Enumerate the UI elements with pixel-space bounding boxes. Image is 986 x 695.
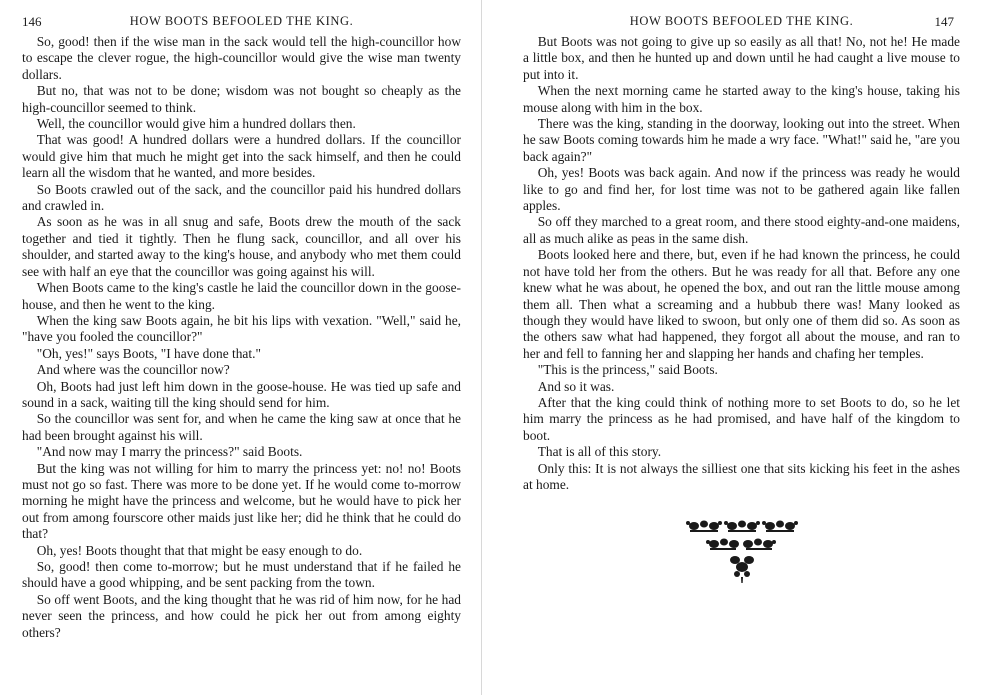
paragraph: Oh, yes! Boots thought that that might be easy enough to do. (36, 542, 363, 558)
paragraph: When the next morning came he started away to the king's house, taking his mouse along with him in the box. (523, 83, 960, 115)
paragraph: But no, that was not to be done; wisdom was not bought so cheaply as the high-councillor seemed to think. (22, 83, 461, 115)
paragraph: "This is the princess," said Boots. (537, 362, 718, 378)
right-page-number: 147 (934, 14, 954, 29)
paragraph: There was the king, standing in the doorway, looking out into the street. When he saw Boots coming towards him he made a wry face. "What!" said he, "are you back again?" (523, 116, 960, 164)
paragraph: But Boots was not going to give up so easily as all that! No, not he! He made a little box, and then he hunted up and down until he had caught a live mouse to put into it. (523, 34, 960, 82)
paragraph: That was good! A hundred dollars were a hundred dollars. If the councillor would give him that much he might get into the sack himself, and then he could learn all the wisdom that he wanted, and more besides. (22, 132, 461, 181)
paragraph: Boots looked here and there, but, even if he had known the princess, he could not have told her from the others. But he was ready for all that. Before any one knew what he was about, he opened the box, and out ran the little mouse among them all. Then what a screaming and a hubbub there was! Many looked as though they would have liked to swoon, but only one of them did so. As soon as the others saw what had happened, they forgot all about the mouse, and ran to her and fell to fanning her and slapping her hands and chafing her temples. (523, 247, 960, 361)
paragraph: So Boots crawled out of the sack, and the councillor paid his hundred dollars and crawled in. (22, 181, 461, 214)
floral-tailpiece-icon (672, 513, 812, 583)
right-running-title: HOW BOOTS BEFOOLED THE KING. (629, 14, 854, 28)
paragraph: Oh, yes! Boots was back again. And now if the princess was ready he would like to go and find her, for lost time was not to be gathered again like fallen apples. (523, 165, 960, 214)
left-page-number: 146 (22, 14, 42, 29)
paragraph: When the king saw Boots again, he bit his lips with vexation. "Well," said he, "have you fooled the councillor?" (22, 312, 461, 345)
paragraph: When Boots came to the king's castle he laid the councillor down in the goose-house, and then he went to the king. (22, 280, 461, 312)
left-running-head (22, 12, 461, 34)
paragraph: So off went Boots, and the king thought that he was rid of him now, for he had never seen the princess, and how could he pick her out from among eighty others? (22, 591, 461, 640)
paragraph: So, good! then come to-morrow; but he must understand that if he failed he should have a good whipping, and be sent packing from the town. (22, 559, 461, 591)
paragraph: And where was the councillor now? (36, 362, 230, 378)
right-page (481, 0, 986, 695)
left-page (0, 0, 481, 695)
paragraph: So off they marched to a great room, and there stood eighty-and-one maidens, all as much alike as peas in the same dish. (523, 214, 960, 246)
paragraph: So, good! then if the wise man in the sack would tell the high-councillor how to escape the clever rogue, the high-councillor would give the wise man twenty dollars. (22, 34, 461, 82)
left-running-title: HOW BOOTS BEFOOLED THE KING. (129, 14, 354, 28)
paragraph: "And now may I marry the princess?" said Boots. (36, 444, 303, 460)
right-body-text (523, 34, 960, 493)
floral-tailpiece-icon (686, 521, 798, 584)
paragraph: "Oh, yes!" says Boots, "I have done that." (36, 345, 261, 361)
paragraph: Well, the councillor would give him a hundred dollars then. (36, 116, 356, 132)
paragraph: Oh, Boots had just left him down in the goose-house. He was tied up safe and sound in a sack, waiting till the king should send for him. (22, 378, 461, 410)
paragraph: So the councillor was sent for, and when he came the king saw at once that he had been brought against his will. (22, 411, 461, 443)
paragraph: That is all of this story. (537, 444, 662, 460)
left-body-text (22, 34, 461, 641)
paragraph: And so it was. (537, 378, 615, 394)
paragraph: Only this: It is not always the silliest one that sits kicking his feet in the ashes at home. (523, 460, 960, 492)
paragraph: As soon as he was in all snug and safe, Boots drew the mouth of the sack together and tied it tightly. Then he flung sack, councillor, and all over his shoulder, and started away to the king's house, and anybody who met them could see with half an eye that the councillor was going against his will. (22, 214, 461, 279)
paragraph: After that the king could think of nothing more to set Boots to do, so he let him marry the princess as he had promised, and have half of the kingdom to boot. (523, 394, 960, 443)
paragraph: But the king was not willing for him to marry the princess yet: no! no! Boots must not go so fast. There was more to be done yet. If he would come to-morrow morning he might have the princess and welcome, but he would have to pick her out from among fourscore other maids just like her; did he think that he could do that? (22, 460, 461, 542)
right-running-head (523, 12, 960, 34)
